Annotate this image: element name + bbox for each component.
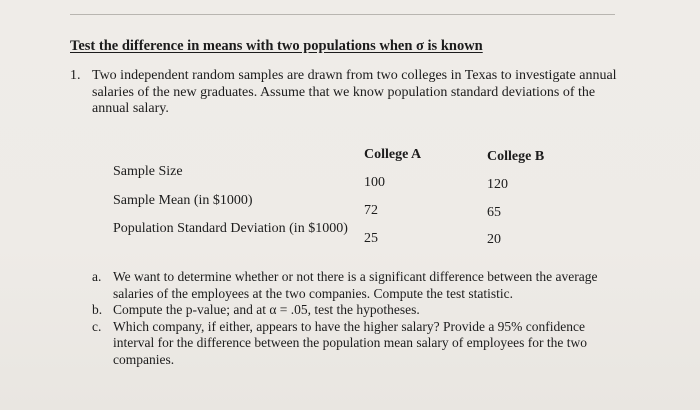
sample-size-college-a: 100: [364, 175, 385, 190]
row-label-sample-size: Sample Size: [113, 164, 183, 179]
part-c: [92, 319, 612, 369]
problem-text: Two independent random samples are drawn from two colleges in Texas to investigate annual salaries of the new graduates. Assume that we know population standard deviations of the annual salary.: [92, 68, 617, 116]
population-sd-college-a: 25: [364, 231, 378, 246]
part-text: Which company, if either, appears to have the higher salary? Provide a 95% confidence interval for the difference between the population mean salary of employees for the two companies.: [113, 318, 587, 367]
part-b: [92, 302, 612, 319]
top-divider: [70, 14, 615, 15]
sample-size-college-b: 120: [487, 177, 508, 192]
part-label: c.: [92, 318, 102, 334]
part-a: [92, 269, 612, 302]
part-text: Compute the p-value; and at α = .05, test the hypotheses.: [113, 302, 420, 317]
problem-number: 1.: [70, 68, 81, 83]
column-header-college-b: College B: [487, 149, 545, 164]
sample-mean-college-a: 72: [364, 203, 378, 218]
sample-mean-college-b: 65: [487, 205, 501, 220]
part-label: a.: [92, 269, 102, 284]
question-parts: [92, 269, 612, 368]
population-sd-college-b: 20: [487, 232, 501, 247]
problem-statement: [70, 68, 630, 118]
part-label: b.: [92, 302, 103, 317]
row-label-population-sd: Population Standard Deviation (in $1000): [113, 221, 348, 236]
column-header-college-a: College A: [364, 147, 422, 162]
row-label-sample-mean: Sample Mean (in $1000): [113, 193, 253, 208]
part-text: We want to determine whether or not there is a significant difference between the average salaries of the employees at the two companies. Compute the test statistic.: [113, 269, 598, 301]
section-heading: Test the difference in means with two populations when σ is known: [70, 38, 483, 54]
